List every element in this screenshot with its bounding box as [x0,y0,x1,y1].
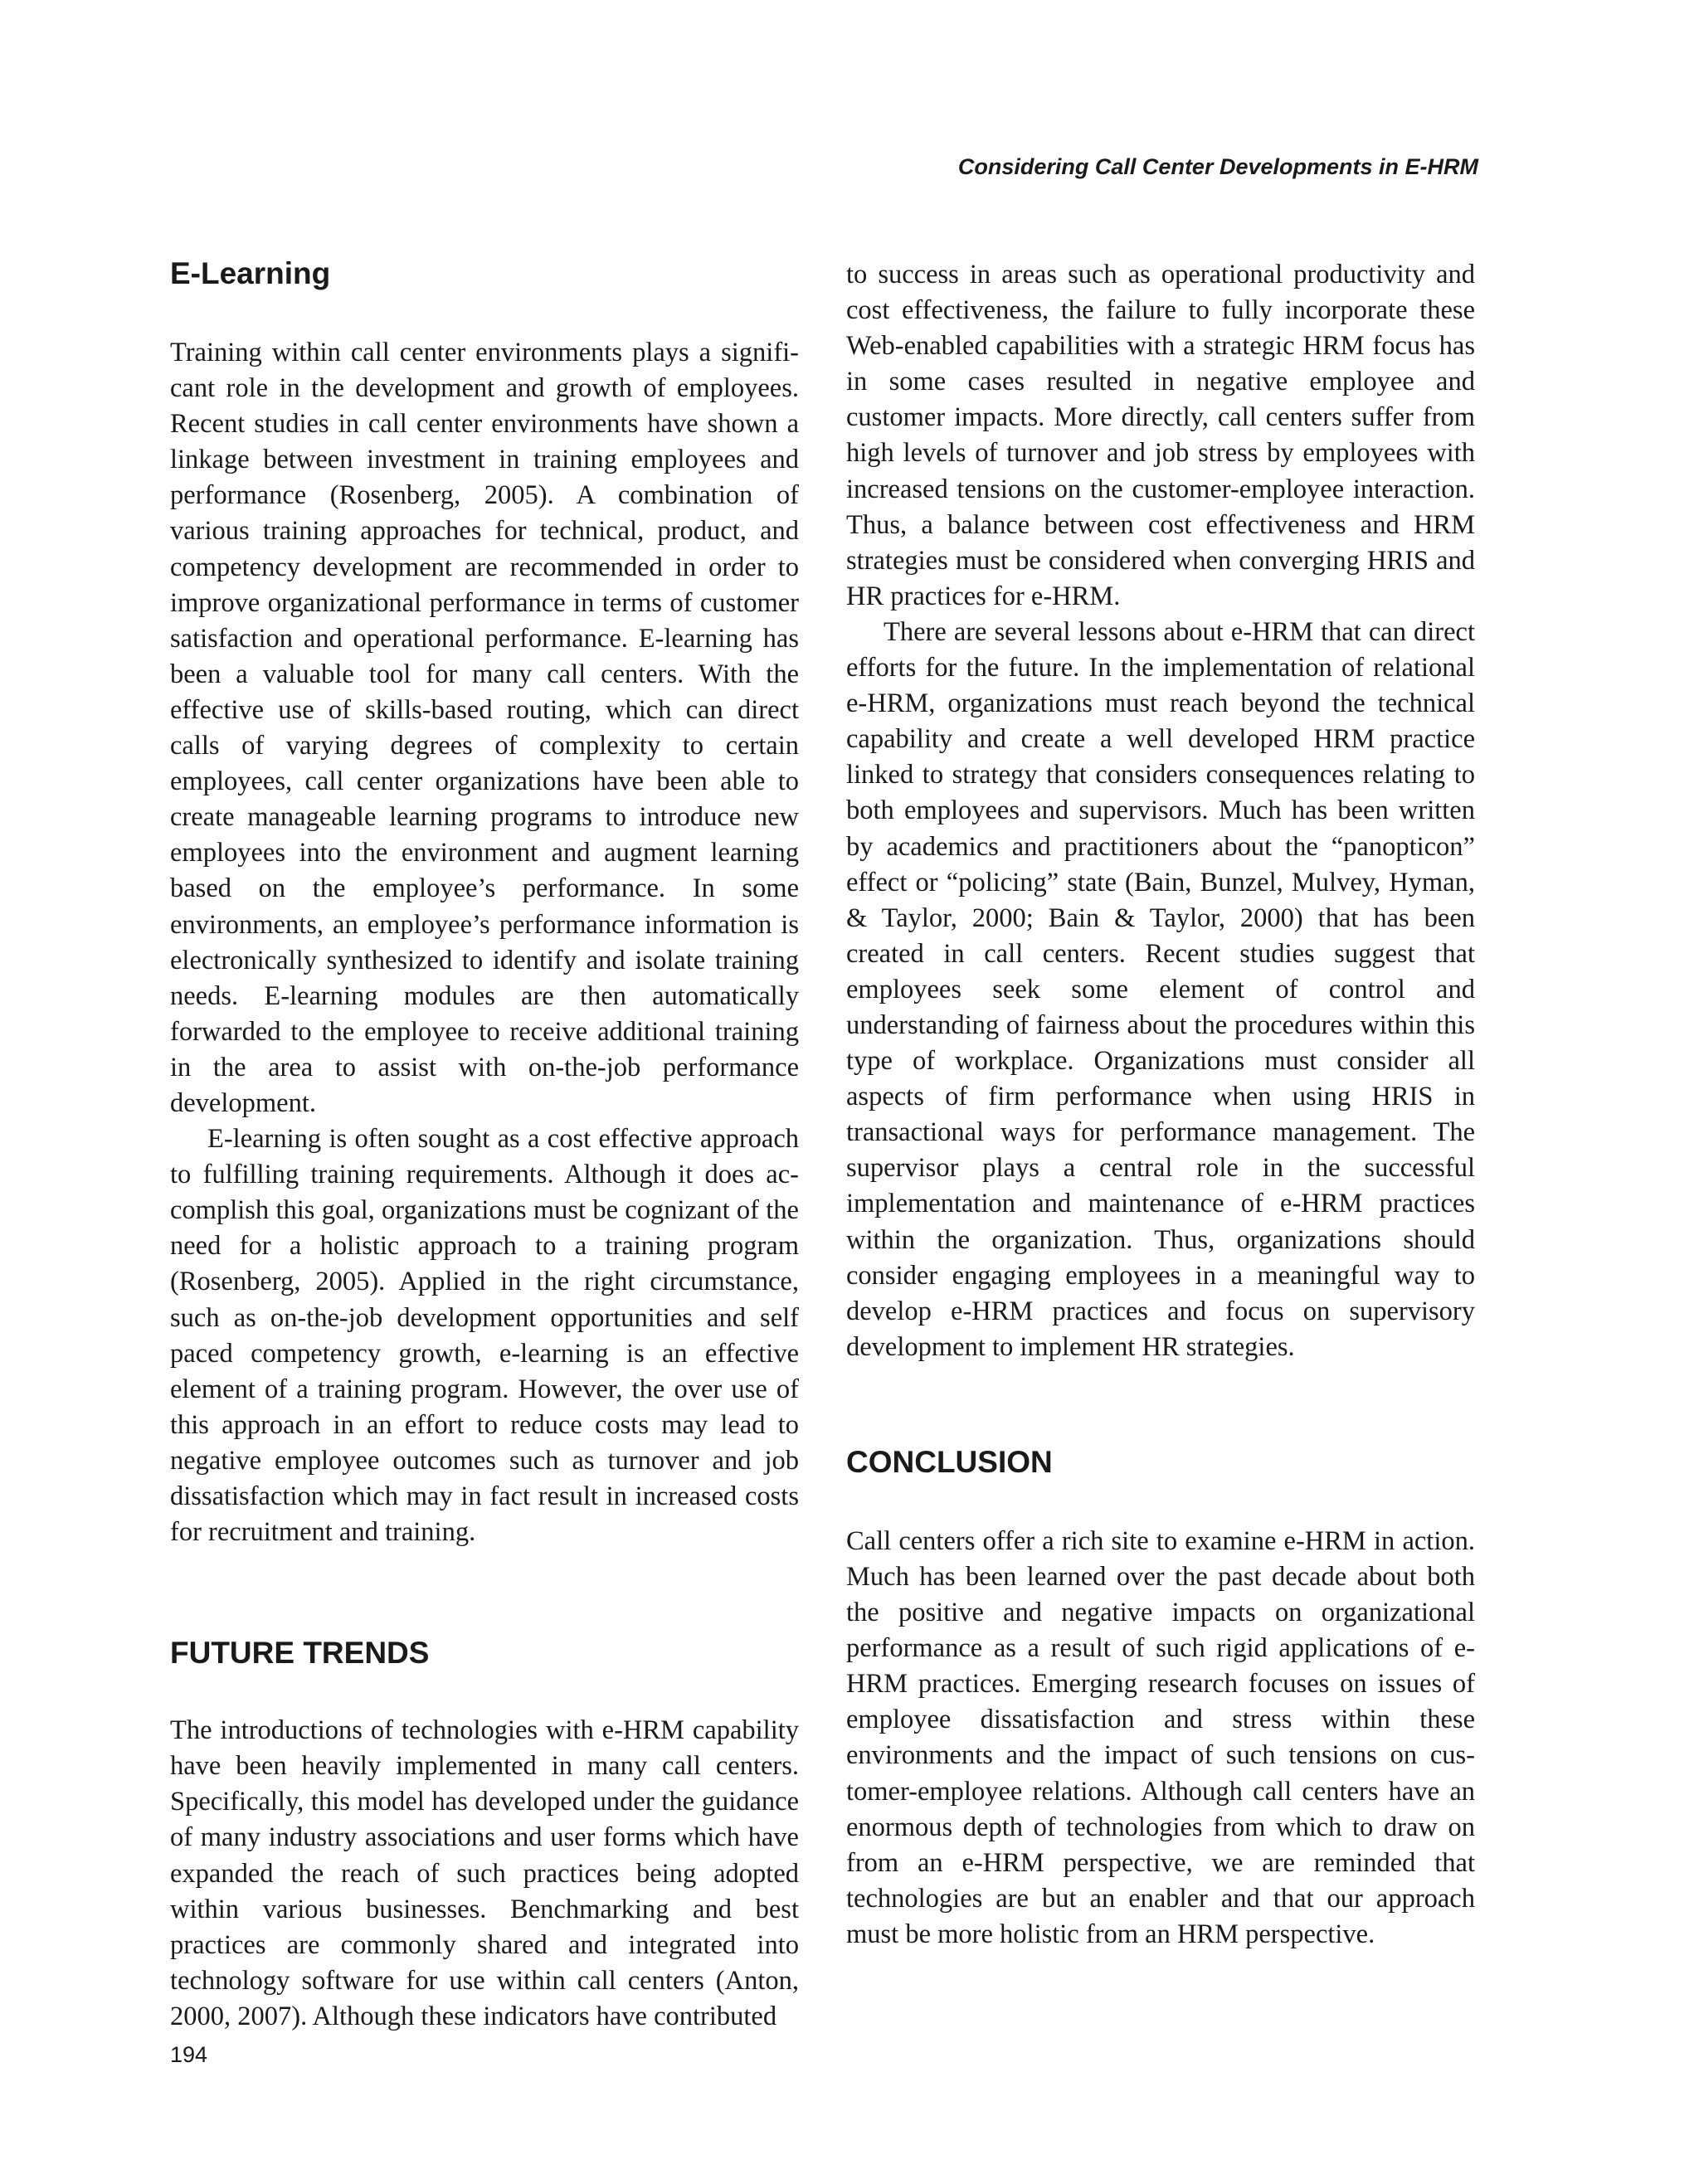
page-number: 194 [170,2042,208,2067]
right-column [846,257,1475,1953]
left-column [170,249,799,2035]
section-heading-elearning: E-Learning [170,256,331,290]
paragraph-future-1: The introductions of technologies with e-HRM capability have been heavily implemented in many call centers. Specifically, this model has developed under the guidance of many industry associations and user forms which have expanded the reach of such practices being adopted within various businesses. Benchmarking and best practices are commonly shared and integrated into technology software for use within call centers (Anton, 2000, 2007). Although these indicators have contributed [170,1715,799,2031]
paragraph-elearning-2: E-learning is often sought as a cost effective approach to fulfilling training requirements. Although it does accomplish this goal, organizations must be cognizant of the need for a holistic approach to a training program (Rosenberg, 2005). Applied in the right circumstance, such as on-the-job development opportunities and self paced competency growth, e-learning is an effective element of a training program. However, the over use of this approach in an effort to reduce costs may lead to negative employee outcomes such as turnover and job dissatisfaction which may in fact result in increased costs for recruitment and training. [170,1124,799,1548]
running-head: Considering Call Center Developments in E-HRM [957,154,1478,179]
paragraph-future-2: There are several lessons about e-HRM that can direct efforts for the future. In the implementation of relational e-HRM, organizations must reach beyond the technical capability and create a well developed HRM practice linked to strategy that considers consequences relating to both employees and supervisors. Much has been written by academics and practitioners about the “panopticon” effect or “policing” state (Bain, Bunzel, Mulvey, Hyman, & Taylor, 2000; Bain & Taylor, 2000) that has been created in call centers. Recent studies suggest that employees seek some element of control and understanding of fairness about the procedures within this type of workplace. Organizations must consider all aspects of firm performance when using HRIS in transactional ways for performance management. The supervisor plays a central role in the successful implementation and maintenance of e-HRM practices within the organization. Thus, organizations should consider engaging employees in a meaningful way to develop e-HRM practices and focus on supervisory development to implement HR strategies. [846,616,1475,1362]
paragraph-elearning-1: Training within call center environments plays a significant role in the development and growth of employees. Recent studies in call center environments have shown a linkage between investment in training employees and performance (Rosenberg, 2005). A combination of various training approaches for technical, product, and competency development are recommended in order to improve organizational performance in terms of customer satisfaction and operational performance. E-learning has been a valuable tool for many call centers. With the effective use of skills-based routing, which can direct calls of varying degrees of complexity to certain employees, call center organizations have been able to create manageable learning programs to introduce new employees into the environment and augment learning based on the employee’s performance. In some environments, an employee’s performance information is electronically synthesized to identify and isolate training needs. E-learning modules are then automatically forwarded to the employee to receive additional training in the area to assist with on-the-job performance development. [170,338,799,1118]
paragraph-future-1-continued: to success in areas such as operational productivity and cost effectiveness, the failure to fully incorporate these Web-enabled capabilities with a strategic HRM focus has in some cases resulted in negative employee and customer impacts. More directly, call centers suffer from high levels of turnover and job stress by employees with increased tensions on the customer-employee interaction. Thus, a balance between cost effectiveness and HRM strategies must be considered when converging HRIS and HR practices for e-HRM. [846,260,1475,611]
section-heading-conclusion: CONCLUSION [846,1444,1053,1479]
paragraph-conclusion-1: Call centers offer a rich site to examine e-HRM in action. Much has been learned over the past decade about both the positive and negative impacts on organizational performance as a result of such rigid applications of e-HRM practices. Emerging research focuses on issues of employee dissatisfaction and stress within these environments and the impact of such tensions on customer-employee relations. Although call centers have an enormous depth of technologies from which to draw on from an e-HRM perspective, we are reminded that technologies are but an enabler and that our approach must be more holistic from an HRM perspective. [846,1525,1475,1949]
section-heading-future-trends: FUTURE TRENDS [170,1636,430,1671]
